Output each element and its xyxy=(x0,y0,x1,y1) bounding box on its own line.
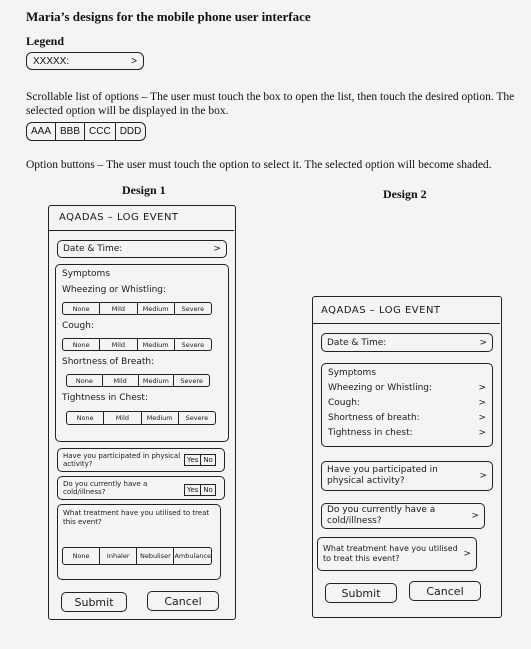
legend-heading: Legend xyxy=(26,34,65,48)
legend-option: BBB xyxy=(56,123,85,140)
chevron-right-icon: > xyxy=(478,428,486,438)
design1-phone-frame xyxy=(48,205,236,620)
cold-question-box[interactable] xyxy=(321,503,485,529)
date-time-label: Date & Time: xyxy=(63,244,123,254)
treatment-question-box[interactable] xyxy=(317,537,477,571)
option-button[interactable]: None xyxy=(63,548,100,564)
symptoms-list-panel xyxy=(321,363,493,447)
option-button[interactable]: Mild xyxy=(103,375,139,386)
activity-question: Have you participated in physical activity? xyxy=(327,465,438,486)
legend-option: AAA xyxy=(27,123,56,140)
chevron-right-icon: > xyxy=(479,471,487,481)
title-divider xyxy=(49,230,234,231)
chevron-right-icon: > xyxy=(478,398,486,408)
chevron-right-icon: > xyxy=(478,413,486,423)
symptom-label: Cough: xyxy=(62,321,94,331)
design1-app-title: AQADAS – LOG EVENT xyxy=(59,212,179,223)
activity-question-box xyxy=(57,448,225,472)
treatment-question: What treatment have you utilised to treat this event? xyxy=(63,509,210,526)
list-description: Scrollable list of options – The user must touch the box to open the list, then touch the desired option. The selected option will be displayed in the box. xyxy=(26,91,515,117)
legend-sample-list-box xyxy=(26,52,144,70)
cold-yes-no xyxy=(184,484,216,496)
option-button[interactable]: Inhaler xyxy=(100,548,137,564)
option-button[interactable]: Mild xyxy=(104,412,141,424)
symptom-label: Cough: xyxy=(328,398,360,408)
option-button[interactable]: Mild xyxy=(100,303,137,314)
chevron-right-icon: > xyxy=(463,549,471,559)
option-button[interactable]: None xyxy=(63,303,100,314)
cold-question-box xyxy=(57,476,225,500)
option-description: Option buttons – The user must touch the option to select it. The selected option will become shaded. xyxy=(26,159,492,171)
document-title: Maria’s designs for the mobile phone user interface xyxy=(26,9,311,24)
design2-heading: Design 2 xyxy=(383,187,427,201)
design2-app-title: AQADAS – LOG EVENT xyxy=(321,305,441,316)
cough-options xyxy=(62,338,212,351)
breath-options xyxy=(66,374,210,387)
symptom-label: Shortness of breath: xyxy=(328,413,420,423)
cancel-button[interactable]: Cancel xyxy=(409,581,481,601)
symptom-row[interactable] xyxy=(328,381,486,396)
symptom-label: Tightness in chest: xyxy=(328,428,413,438)
symptom-label: Shortness of Breath: xyxy=(62,357,155,367)
legend-option-buttons xyxy=(26,122,146,141)
yes-button[interactable]: Yes xyxy=(185,455,201,465)
cancel-button[interactable]: Cancel xyxy=(147,591,219,611)
option-button[interactable]: Severe xyxy=(181,340,205,349)
date-time-field[interactable] xyxy=(321,333,493,352)
treatment-question: What treatment have you utilised to treat this event? xyxy=(323,544,458,563)
chevron-right-icon: > xyxy=(479,337,487,348)
symptoms-label: Symptoms xyxy=(328,368,377,378)
symptom-label: Wheezing or Whistling: xyxy=(328,383,433,393)
chevron-right-icon: > xyxy=(478,383,486,393)
symptoms-label: Symptoms xyxy=(62,269,111,279)
option-button[interactable]: Medium xyxy=(139,375,175,386)
legend-option: DDD xyxy=(119,126,142,137)
legend-option: CCC xyxy=(85,123,116,140)
wheezing-options xyxy=(62,302,212,315)
cold-question: Do you currently have a cold/illness? xyxy=(327,505,436,526)
submit-button[interactable]: Submit xyxy=(61,592,127,612)
no-button[interactable]: No xyxy=(203,486,213,494)
design2-phone-frame xyxy=(312,296,502,618)
cold-question: Do you currently have a cold/illness? xyxy=(63,480,148,496)
option-button[interactable]: Medium xyxy=(138,339,175,350)
chest-options xyxy=(66,411,216,425)
chevron-right-icon: > xyxy=(131,55,137,67)
symptom-label: Tightness in Chest: xyxy=(62,393,148,403)
option-button[interactable]: None xyxy=(63,339,100,350)
option-button[interactable]: Nebuliser xyxy=(137,548,174,564)
option-button[interactable]: None xyxy=(67,412,104,424)
design1-heading: Design 1 xyxy=(122,183,166,197)
title-divider xyxy=(313,323,500,324)
symptom-row[interactable] xyxy=(328,411,486,426)
option-button[interactable]: Severe xyxy=(185,414,209,422)
symptoms-panel xyxy=(55,264,229,442)
no-button[interactable]: No xyxy=(203,456,213,464)
date-time-field[interactable] xyxy=(57,240,227,258)
option-button[interactable]: Medium xyxy=(142,412,179,424)
treatment-question-box xyxy=(57,504,221,580)
symptom-row[interactable] xyxy=(328,426,486,441)
treatment-options xyxy=(62,547,212,565)
option-button[interactable]: Mild xyxy=(100,339,137,350)
date-time-label: Date & Time: xyxy=(327,337,387,348)
option-button[interactable]: None xyxy=(67,375,103,386)
submit-button[interactable]: Submit xyxy=(325,583,397,603)
option-button[interactable]: Ambulance xyxy=(174,552,211,560)
activity-question-box[interactable] xyxy=(321,461,493,491)
symptom-label: Wheezing or Whistling: xyxy=(62,285,167,295)
option-button[interactable]: Severe xyxy=(180,376,203,385)
option-button[interactable]: Severe xyxy=(181,304,205,313)
activity-yes-no xyxy=(184,454,216,466)
activity-question: Have you participated in physical activity? xyxy=(63,452,181,468)
symptom-row[interactable] xyxy=(328,396,486,411)
sample-box-text: XXXXX: xyxy=(33,55,70,67)
option-button[interactable]: Medium xyxy=(138,303,175,314)
yes-button[interactable]: Yes xyxy=(185,485,201,495)
chevron-right-icon: > xyxy=(213,244,221,254)
chevron-right-icon: > xyxy=(471,511,479,521)
